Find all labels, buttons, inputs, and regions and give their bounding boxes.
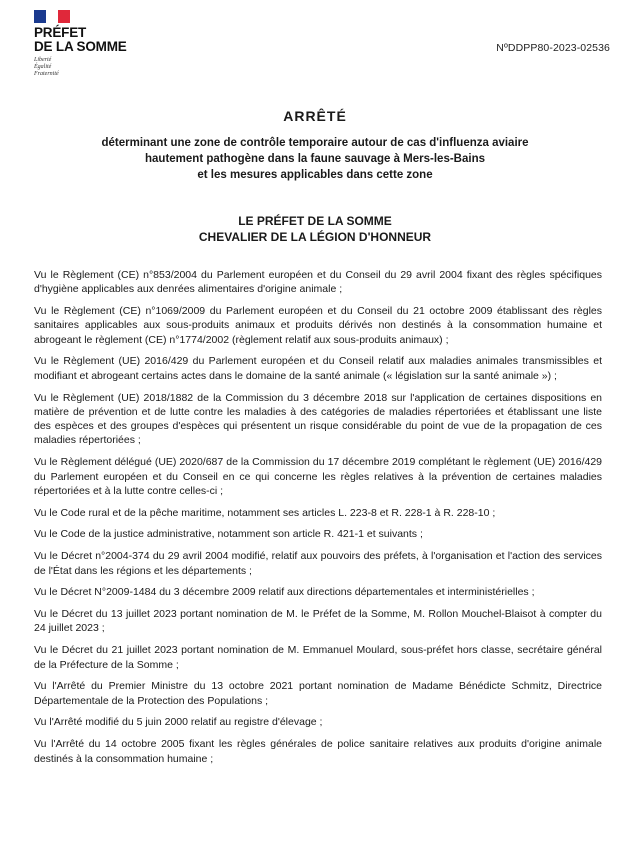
vu-paragraph: Vu le Règlement délégué (UE) 2020/687 de la Commission du 17 décembre 2019 complétant le règlement (UE) 2016/429 du Parlement européen et du Conseil en ce qui concerne les règles relatives à la prévention de certaines maladies répertoriées et à la lutte contre celles-ci ;	[34, 456, 602, 497]
motto-egalite: Égalité	[34, 64, 52, 70]
document-body	[34, 268, 602, 773]
vu-paragraph: Vu le Décret du 21 juillet 2023 portant nomination de M. Emmanuel Moulard, sous-préfet hors classe, secrétaire général de la Préfecture de la Somme ;	[34, 644, 602, 671]
prefecture-logo	[34, 10, 154, 78]
prefet-heading	[0, 213, 630, 245]
motto-fraternite: Fraternité	[34, 71, 59, 77]
vu-paragraph: Vu l'Arrêté du 14 octobre 2005 fixant les règles générales de police sanitaire relatives aux produits d'origine animale destinés à la consommation humaine ;	[34, 738, 602, 765]
prefet-heading-line: CHEVALIER DE LA LÉGION D'HONNEUR	[198, 230, 432, 244]
subtitle-line: hautement pathogène dans la faune sauvage à Mers-les-Bains	[145, 153, 485, 165]
french-flag-icon	[34, 10, 70, 23]
vu-paragraph: Vu le Décret N°2009-1484 du 3 décembre 2009 relatif aux directions départementales et interministérielles ;	[34, 586, 535, 599]
flag-blue-band	[34, 10, 46, 23]
vu-paragraph: Vu le Règlement (UE) 2018/1882 de la Commission du 3 décembre 2018 sur l'application de certaines dispositions en matière de prévention et de lutte contre les maladies à des catégories de maladies répertoriées et établissant une liste des espèces et des groupes d'espèces qui présentent un risque considérable du point de vue de la propagation de ces maladies répertoriées ;	[34, 391, 602, 447]
vu-paragraph: Vu l'Arrêté modifié du 5 juin 2000 relatif au registre d'élevage ;	[34, 716, 323, 729]
vu-paragraph: Vu le Décret n°2004-374 du 29 avril 2004 modifié, relatif aux pouvoirs des préfets, à l'organisation et l'action des services de l'État dans les régions et les départements ;	[34, 550, 602, 577]
vu-paragraph: Vu le Règlement (CE) n°1069/2009 du Parlement européen et du Conseil du 21 octobre 2009 établissant des règles sanitaires applicables aux sous-produits animaux et produits dérivés non destinés à la consommation humaine et abrogeant le règlement (CE) n°1774/2002 (règlement relatif aux sous-produits animaux) ;	[34, 305, 602, 346]
vu-paragraph: Vu le Décret du 13 juillet 2023 portant nomination de M. le Préfet de la Somme, M. Rollon Mouchel-Blaisot à compter du 24 juillet 2023 ;	[34, 608, 602, 635]
flag-red-band	[58, 10, 70, 23]
vu-paragraph: Vu le Code de la justice administrative, notamment son article R. 421-1 et suivants ;	[34, 528, 423, 541]
flag-white-band	[46, 10, 58, 23]
subtitle-line: déterminant une zone de contrôle temporaire autour de cas d'influenza aviaire	[101, 137, 529, 149]
document-subtitle	[60, 135, 570, 183]
document-title: ARRÊTÉ	[283, 108, 347, 124]
vu-paragraph: Vu le Règlement (UE) 2016/429 du Parlement européen et du Conseil relatif aux maladies animales transmissibles et modifiant et abrogeant certains actes dans le domaine de la santé animale (« législation sur la santé animale ») ;	[34, 355, 602, 382]
document-reference: NºDDPP80-2023-02536	[496, 42, 610, 54]
vu-paragraph: Vu le Code rural et de la pêche maritime, notamment ses articles L. 223-8 et R. 228-1 à R. 228-10 ;	[34, 506, 496, 519]
vu-paragraph: Vu l'Arrêté du Premier Ministre du 13 octobre 2021 portant nomination de Madame Bénédicte Schmitz, Directrice Départementale de la Protection des Populations ;	[34, 680, 602, 707]
logo-line-1: PRÉFET	[34, 25, 87, 40]
logo-line-2: DE LA SOMME	[34, 39, 127, 54]
prefet-heading-line: LE PRÉFET DE LA SOMME	[238, 214, 392, 228]
motto-liberte: Liberté	[34, 57, 52, 63]
subtitle-line: et les mesures applicables dans cette zone	[197, 169, 433, 181]
vu-paragraph: Vu le Règlement (CE) n°853/2004 du Parlement européen et du Conseil du 29 avril 2004 fixant des règles spécifiques d'hygiène applicables aux denrées alimentaires d'origine animale ;	[34, 269, 602, 296]
